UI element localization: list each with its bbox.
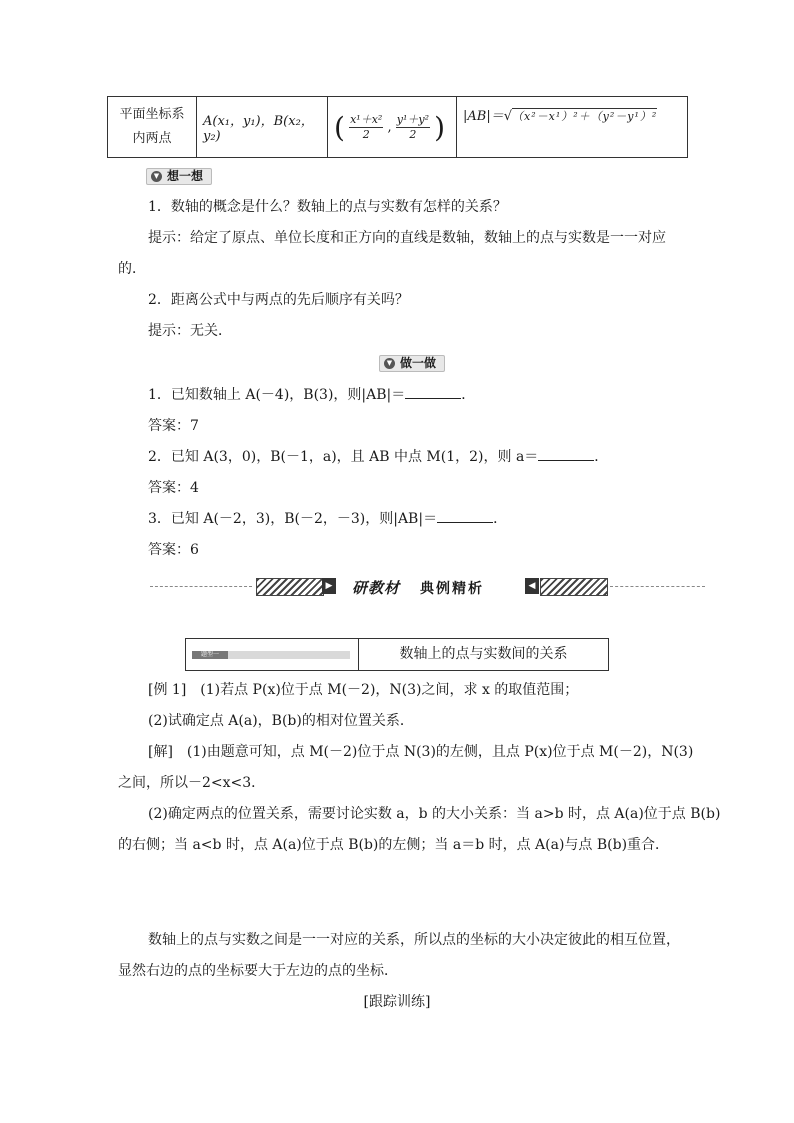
right-paren: ) (434, 110, 446, 144)
practice-question-3 (148, 509, 507, 529)
think-question-2: 2．距离公式中与两点的先后顺序有关吗？ (148, 292, 409, 308)
distance-radicand: （x²－x¹）²＋（y²－y¹）² (512, 110, 658, 123)
example-line-2: (2)试确定点 A(a)，B(b)的相对位置关系． (148, 713, 414, 729)
answer-blank (405, 386, 461, 399)
banner-divider-left (150, 586, 252, 587)
banner-stripe-right (540, 578, 608, 596)
practice-question-3-text: 3．已知 A(－2，3)，B(－2，－3)，则|AB|＝ (148, 511, 438, 527)
comma: , (387, 119, 392, 135)
think-answer-1-line2: 的． (118, 261, 146, 277)
solution-line-3: (2)确定两点的位置关系，需要讨论实数 a，b 的大小关系：当 a>b 时，点 A(a)位于点 B(b) (148, 806, 721, 822)
topic-tag-label: 题型一 (192, 651, 228, 659)
midpoint-x-numerator: x¹＋x² (350, 112, 383, 126)
practice-question-1-text: 1．已知数轴上 A(－4)，B(3)，则|AB|＝ (148, 387, 406, 403)
period: ． (493, 511, 508, 527)
practice-question-1 (148, 385, 475, 405)
think-answer-1-line1: 提示：给定了原点、单位长度和正方向的直线是数轴，数轴上的点与实数是一一对应 (148, 230, 666, 246)
period: ． (461, 387, 476, 403)
midpoint-y-fraction (396, 113, 430, 142)
answer-blank (437, 510, 493, 523)
example-line-1: [例 1] (1)若点 P(x)位于点 M(－2)，N(3)之间，求 x 的取值范围； (148, 682, 579, 698)
think-question-1: 1．数轴的概念是什么？数轴上的点与实数有怎样的关系？ (148, 199, 507, 215)
row-label-line2: 内两点 (132, 131, 172, 146)
think-badge-label: 想一想 (167, 169, 204, 183)
formula-table (107, 96, 688, 158)
summary-line-1: 数轴上的点与实数之间是一一对应的关系，所以点的坐标的大小决定彼此的相互位置， (148, 932, 680, 948)
banner-subtitle: 典例精析 (420, 581, 484, 597)
topic-tag-bar (192, 651, 350, 659)
left-paren: ( (334, 110, 345, 144)
banner-stripe-left (256, 578, 324, 596)
practice-question-2-text: 2．已知 A(3，0)，B(－1，a)，且 AB 中点 M(1，2)，则 a＝ (148, 449, 539, 465)
midpoint-cell (328, 97, 457, 158)
followup-heading: [跟踪训练] (363, 994, 431, 1010)
practice-answer-1: 答案：7 (148, 418, 199, 434)
row-label-line1: 平面坐标系 (119, 107, 185, 122)
topic-title: 数轴上的点与实数间的关系 (399, 646, 568, 662)
midpoint-y-numerator: y¹＋y² (396, 112, 429, 126)
solution-line-2: 之间，所以－2<x<3． (118, 775, 266, 791)
answer-blank (538, 448, 594, 461)
chevron-down-icon: ▼ (384, 358, 395, 369)
practice-badge-label: 做一做 (400, 356, 437, 370)
midpoint-x-fraction (349, 113, 383, 142)
topic-box (185, 638, 609, 671)
arrow-right-icon: ▶ (322, 578, 336, 594)
chevron-down-icon: ▼ (151, 171, 162, 182)
practice-question-2 (148, 447, 608, 467)
think-answer-2: 提示：无关． (148, 323, 232, 339)
solution-line-1: [解] (1)由题意可知，点 M(－2)位于点 N(3)的左侧，且点 P(x)位于点 M(－2)，N(3) (148, 744, 694, 760)
sqrt-symbol: √ (503, 109, 512, 124)
think-badge (146, 168, 212, 185)
practice-answer-2: 答案：4 (148, 480, 199, 496)
period: ． (594, 449, 609, 465)
arrow-left-icon: ◀ (525, 578, 539, 594)
topic-tag-cell (186, 639, 359, 670)
row-label-cell (108, 97, 197, 158)
solution-line-4: 的右侧；当 a<b 时，点 A(a)位于点 B(b)的左侧；当 a＝b 时，点 A(a)与点 B(b)重合． (118, 837, 670, 853)
distance-cell (457, 97, 688, 158)
banner-divider-right (610, 586, 705, 587)
banner-title: 研教材 (352, 579, 401, 597)
distance-lhs: |AB|＝ (463, 109, 504, 124)
midpoint-x-denominator: 2 (362, 127, 370, 141)
practice-badge (379, 355, 445, 372)
midpoint-y-denominator: 2 (409, 127, 417, 141)
points-cell (197, 97, 328, 158)
table-row (108, 97, 688, 158)
points-text: A(x₁，y₁)，B(x₂，y₂) (203, 114, 314, 144)
summary-line-2: 显然右边的点的坐标要大于左边的点的坐标． (118, 963, 398, 979)
practice-answer-3: 答案：6 (148, 542, 199, 558)
